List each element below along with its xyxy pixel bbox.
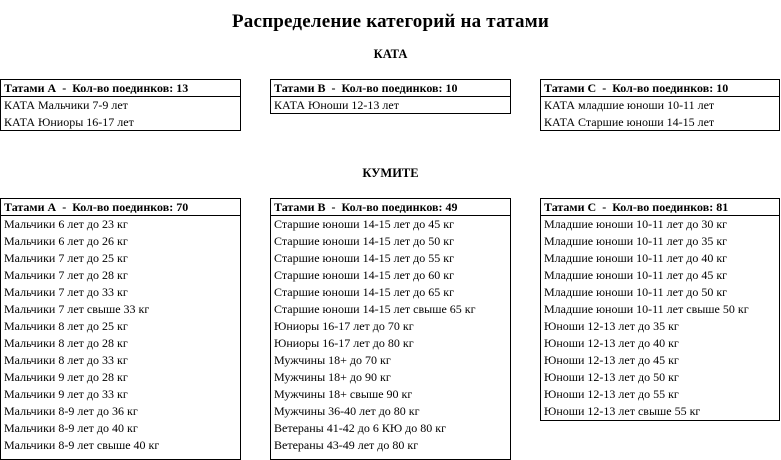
table-row: КАТА Юноши 12-13 лет (274, 98, 399, 112)
kumite-tatami-b-table (270, 198, 511, 460)
separator: - (62, 81, 67, 95)
table-row: Мальчики 9 лет до 28 кг (4, 370, 128, 384)
bouts-count-label: Кол-во поединков: (341, 200, 443, 214)
table-row: Мужчины 18+ свыше 90 кг (274, 387, 413, 401)
table-row: КАТА Юниоры 16-17 лет (4, 115, 134, 129)
table-header (271, 80, 510, 97)
bouts-count-label: Кол-во поединков: (612, 81, 714, 95)
table-row: Юниоры 16-17 лет до 70 кг (274, 319, 414, 333)
table-row: Старшие юноши 14-15 лет свыше 65 кг (274, 302, 476, 316)
bouts-count: 81 (716, 200, 729, 214)
table-row: Мальчики 9 лет до 33 кг (4, 387, 128, 401)
table-row: Младшие юноши 10-11 лет до 50 кг (544, 285, 728, 299)
table-row: Младшие юноши 10-11 лет до 40 кг (544, 251, 728, 265)
table-row: КАТА Старшие юноши 14-15 лет (544, 115, 715, 129)
table-row: Младшие юноши 10-11 лет до 30 кг (544, 217, 728, 231)
table-row: Мальчики 8 лет до 28 кг (4, 336, 128, 350)
bouts-count: 70 (176, 200, 189, 214)
bouts-count-label: Кол-во поединков: (612, 200, 714, 214)
table-row: Мальчики 7 лет до 33 кг (4, 285, 128, 299)
table-row: Юниоры 16-17 лет до 80 кг (274, 336, 414, 350)
table-header (541, 80, 779, 97)
tatami-name: Татами С (544, 81, 597, 95)
kata-tatami-b-table (270, 79, 511, 114)
bouts-count: 49 (445, 200, 458, 214)
table-row: Младшие юноши 10-11 лет до 35 кг (544, 234, 728, 248)
table-row: Мальчики 8 лет до 33 кг (4, 353, 128, 367)
table-row: Старшие юноши 14-15 лет до 65 кг (274, 285, 455, 299)
bouts-count-label: Кол-во поединков: (341, 81, 443, 95)
table-row: Мальчики 6 лет до 23 кг (4, 217, 128, 231)
table-row: Мальчики 6 лет до 26 кг (4, 234, 128, 248)
tatami-name: Татами А (4, 81, 57, 95)
table-row: Младшие юноши 10-11 лет до 45 кг (544, 268, 728, 282)
table-header (1, 80, 240, 97)
bouts-count: 10 (716, 81, 729, 95)
kumite-section-title: КУМИТЕ (362, 166, 419, 180)
table-row: Старшие юноши 14-15 лет до 55 кг (274, 251, 455, 265)
kata-tatami-c-table (540, 79, 780, 131)
table-row: Мальчики 7 лет до 25 кг (4, 251, 128, 265)
table-row: Мужчины 18+ до 90 кг (274, 370, 391, 384)
table-row: Ветераны 43-49 лет до 80 кг (274, 438, 419, 452)
table-row: Мужчины 18+ до 70 кг (274, 353, 391, 367)
table-row: Юноши 12-13 лет до 40 кг (544, 336, 679, 350)
kumite-tatami-c-table (540, 198, 780, 421)
separator: - (62, 200, 67, 214)
table-row: Младшие юноши 10-11 лет свыше 50 кг (544, 302, 749, 316)
table-header (541, 199, 779, 216)
bouts-count-label: Кол-во поединков: (72, 200, 174, 214)
table-row: Старшие юноши 14-15 лет до 45 кг (274, 217, 455, 231)
kumite-tatami-a-table (0, 198, 241, 460)
table-row: Ветераны 41-42 до 6 КЮ до 80 кг (274, 421, 447, 435)
table-header (1, 199, 240, 216)
kata-section-title: КАТА (373, 47, 408, 61)
tatami-name: Татами В (274, 200, 326, 214)
separator: - (602, 81, 607, 95)
table-row: Мальчики 8-9 лет свыше 40 кг (4, 438, 160, 452)
table-row: КАТА Мальчики 7-9 лет (4, 98, 128, 112)
table-header (271, 199, 510, 216)
table-row: Юноши 12-13 лет свыше 55 кг (544, 404, 701, 418)
table-row: Мальчики 8 лет до 25 кг (4, 319, 128, 333)
bouts-count-label: Кол-во поединков: (72, 81, 174, 95)
separator: - (602, 200, 607, 214)
bouts-count: 13 (176, 81, 189, 95)
tatami-name: Татами А (4, 200, 57, 214)
separator: - (331, 81, 336, 95)
table-row: Старшие юноши 14-15 лет до 60 кг (274, 268, 455, 282)
table-row: Мальчики 8-9 лет до 40 кг (4, 421, 138, 435)
table-row: Юноши 12-13 лет до 50 кг (544, 370, 679, 384)
table-row: Старшие юноши 14-15 лет до 50 кг (274, 234, 455, 248)
table-row: Юноши 12-13 лет до 55 кг (544, 387, 679, 401)
table-row: Юноши 12-13 лет до 45 кг (544, 353, 679, 367)
tatami-name: Татами В (274, 81, 326, 95)
bouts-count: 10 (445, 81, 458, 95)
table-row: Мальчики 7 лет свыше 33 кг (4, 302, 150, 316)
table-row: Мальчики 8-9 лет до 36 кг (4, 404, 138, 418)
table-row: Мальчики 7 лет до 28 кг (4, 268, 128, 282)
table-row: Юноши 12-13 лет до 35 кг (544, 319, 679, 333)
table-row: Мужчины 36-40 лет до 80 кг (274, 404, 420, 418)
kata-tatami-a-table (0, 79, 241, 131)
page-title: Распределение категорий на татами (231, 11, 550, 32)
separator: - (331, 200, 336, 214)
table-row: КАТА младшие юноши 10-11 лет (544, 98, 715, 112)
tatami-name: Татами С (544, 200, 597, 214)
